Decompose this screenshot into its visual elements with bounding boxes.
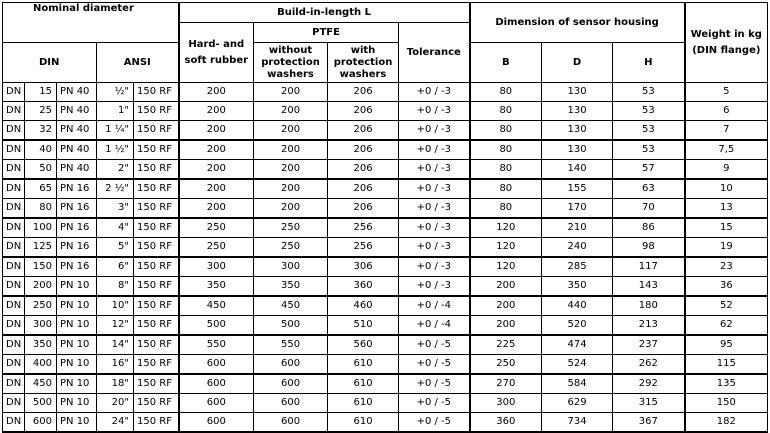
weight-header bbox=[685, 3, 768, 83]
cell-pressure: PN 10 bbox=[57, 394, 97, 413]
cell-ansi-class: 150 RF bbox=[134, 394, 179, 413]
cell-dim-h: 143 bbox=[613, 277, 685, 297]
cell-weight: 135 bbox=[685, 374, 768, 394]
cell-dim-d: 130 bbox=[542, 83, 613, 102]
cell-weight: 6 bbox=[685, 102, 768, 121]
cell-ansi-class: 150 RF bbox=[134, 179, 179, 199]
cell-length-ptfe-without: 600 bbox=[254, 413, 328, 433]
cell-ansi-size: 14" bbox=[97, 335, 134, 355]
cell-ansi-class: 150 RF bbox=[134, 257, 179, 277]
cell-ansi-size: 24" bbox=[97, 413, 134, 433]
cell-pressure: PN 16 bbox=[57, 257, 97, 277]
cell-dim-h: 117 bbox=[613, 257, 685, 277]
cell-tolerance: +0 / -3 bbox=[399, 179, 470, 199]
cell-dim-d: 734 bbox=[542, 413, 613, 433]
cell-length-ptfe-with: 510 bbox=[328, 316, 399, 336]
table-row bbox=[3, 413, 768, 433]
table-row bbox=[3, 199, 768, 219]
cell-length-ptfe-with: 306 bbox=[328, 257, 399, 277]
cell-dim-h: 98 bbox=[613, 238, 685, 258]
cell-dn-size: 250 bbox=[25, 296, 57, 316]
cell-ansi-class: 150 RF bbox=[134, 199, 179, 219]
cell-length-ptfe-without: 450 bbox=[254, 296, 328, 316]
cell-ansi-size: 2" bbox=[97, 160, 134, 180]
dimension-housing-header bbox=[470, 3, 685, 43]
cell-dn-size: 450 bbox=[25, 374, 57, 394]
cell-dn-size: 25 bbox=[25, 102, 57, 121]
cell-ansi-class: 150 RF bbox=[134, 374, 179, 394]
cell-ansi-size: 5" bbox=[97, 238, 134, 258]
cell-dn-size: 100 bbox=[25, 218, 57, 238]
cell-length-rubber: 250 bbox=[179, 238, 254, 258]
cell-length-rubber: 200 bbox=[179, 121, 254, 141]
cell-prefix: DN bbox=[3, 394, 25, 413]
cell-ansi-class: 150 RF bbox=[134, 355, 179, 375]
dimensions-table bbox=[2, 2, 768, 433]
cell-prefix: DN bbox=[3, 316, 25, 336]
table-row bbox=[3, 257, 768, 277]
cell-ansi-size: 20" bbox=[97, 394, 134, 413]
cell-length-ptfe-without: 600 bbox=[254, 374, 328, 394]
cell-dn-size: 600 bbox=[25, 413, 57, 433]
cell-length-rubber: 200 bbox=[179, 199, 254, 219]
cell-tolerance: +0 / -5 bbox=[399, 413, 470, 433]
cell-dim-b: 80 bbox=[470, 102, 542, 121]
cell-tolerance: +0 / -3 bbox=[399, 160, 470, 180]
cell-dn-size: 300 bbox=[25, 316, 57, 336]
cell-length-ptfe-with: 610 bbox=[328, 413, 399, 433]
hard-soft-rubber-label: Hard- and soft rubber bbox=[184, 38, 249, 66]
cell-dn-size: 65 bbox=[25, 179, 57, 199]
cell-dim-b: 200 bbox=[470, 277, 542, 297]
cell-pressure: PN 10 bbox=[57, 335, 97, 355]
cell-ansi-size: 1" bbox=[97, 102, 134, 121]
cell-weight: 13 bbox=[685, 199, 768, 219]
cell-prefix: DN bbox=[3, 413, 25, 433]
table-row bbox=[3, 102, 768, 121]
cell-length-ptfe-with: 460 bbox=[328, 296, 399, 316]
cell-length-rubber: 200 bbox=[179, 179, 254, 199]
cell-length-rubber: 600 bbox=[179, 355, 254, 375]
cell-length-ptfe-without: 600 bbox=[254, 355, 328, 375]
cell-length-ptfe-with: 256 bbox=[328, 218, 399, 238]
cell-prefix: DN bbox=[3, 277, 25, 297]
cell-dim-h: 53 bbox=[613, 121, 685, 141]
cell-length-rubber: 500 bbox=[179, 316, 254, 336]
cell-length-ptfe-with: 206 bbox=[328, 179, 399, 199]
cell-ansi-size: 10" bbox=[97, 296, 134, 316]
cell-dim-d: 285 bbox=[542, 257, 613, 277]
cell-length-ptfe-with: 560 bbox=[328, 335, 399, 355]
cell-dim-b: 300 bbox=[470, 394, 542, 413]
cell-ansi-class: 150 RF bbox=[134, 121, 179, 141]
cell-length-rubber: 300 bbox=[179, 257, 254, 277]
cell-pressure: PN 16 bbox=[57, 238, 97, 258]
cell-dim-h: 292 bbox=[613, 374, 685, 394]
cell-tolerance: +0 / -3 bbox=[399, 121, 470, 141]
cell-weight: 95 bbox=[685, 335, 768, 355]
cell-tolerance: +0 / -5 bbox=[399, 355, 470, 375]
cell-dim-b: 270 bbox=[470, 374, 542, 394]
cell-pressure: PN 10 bbox=[57, 296, 97, 316]
cell-length-ptfe-without: 350 bbox=[254, 277, 328, 297]
cell-dim-h: 53 bbox=[613, 102, 685, 121]
cell-weight: 52 bbox=[685, 296, 768, 316]
cell-dim-b: 200 bbox=[470, 316, 542, 336]
cell-ansi-size: 16" bbox=[97, 355, 134, 375]
tolerance-header: Tolerance bbox=[399, 23, 470, 83]
cell-weight: 62 bbox=[685, 316, 768, 336]
cell-ansi-size: 2 ½" bbox=[97, 179, 134, 199]
cell-weight: 9 bbox=[685, 160, 768, 180]
cell-length-rubber: 200 bbox=[179, 83, 254, 102]
table-row bbox=[3, 83, 768, 102]
table-row bbox=[3, 277, 768, 297]
cell-ansi-class: 150 RF bbox=[134, 160, 179, 180]
cell-dim-h: 180 bbox=[613, 296, 685, 316]
cell-dim-d: 350 bbox=[542, 277, 613, 297]
cell-dim-b: 80 bbox=[470, 140, 542, 160]
cell-ansi-size: 1 ¼" bbox=[97, 121, 134, 141]
cell-weight: 23 bbox=[685, 257, 768, 277]
cell-tolerance: +0 / -5 bbox=[399, 374, 470, 394]
table-row bbox=[3, 238, 768, 258]
without-washers-label: without protection washers bbox=[261, 44, 320, 80]
cell-prefix: DN bbox=[3, 257, 25, 277]
cell-weight: 182 bbox=[685, 413, 768, 433]
b-header: B bbox=[470, 43, 542, 83]
cell-dim-b: 80 bbox=[470, 179, 542, 199]
cell-dim-b: 120 bbox=[470, 238, 542, 258]
cell-length-ptfe-with: 206 bbox=[328, 140, 399, 160]
cell-length-ptfe-without: 200 bbox=[254, 83, 328, 102]
cell-length-ptfe-without: 600 bbox=[254, 394, 328, 413]
cell-dn-size: 125 bbox=[25, 238, 57, 258]
table-row bbox=[3, 394, 768, 413]
cell-prefix: DN bbox=[3, 218, 25, 238]
cell-dim-h: 237 bbox=[613, 335, 685, 355]
cell-dim-d: 130 bbox=[542, 140, 613, 160]
cell-length-ptfe-with: 610 bbox=[328, 374, 399, 394]
cell-length-rubber: 550 bbox=[179, 335, 254, 355]
cell-weight: 10 bbox=[685, 179, 768, 199]
table-row bbox=[3, 218, 768, 238]
cell-tolerance: +0 / -3 bbox=[399, 83, 470, 102]
cell-pressure: PN 10 bbox=[57, 277, 97, 297]
d-header: D bbox=[542, 43, 613, 83]
cell-length-rubber: 600 bbox=[179, 374, 254, 394]
cell-weight: 36 bbox=[685, 277, 768, 297]
cell-length-ptfe-without: 300 bbox=[254, 257, 328, 277]
cell-length-ptfe-with: 360 bbox=[328, 277, 399, 297]
cell-tolerance: +0 / -4 bbox=[399, 316, 470, 336]
table-row bbox=[3, 140, 768, 160]
h-header: H bbox=[613, 43, 685, 83]
cell-ansi-class: 150 RF bbox=[134, 413, 179, 433]
cell-pressure: PN 40 bbox=[57, 121, 97, 141]
cell-weight: 19 bbox=[685, 238, 768, 258]
cell-ansi-class: 150 RF bbox=[134, 335, 179, 355]
cell-length-rubber: 600 bbox=[179, 394, 254, 413]
cell-ansi-class: 150 RF bbox=[134, 140, 179, 160]
cell-tolerance: +0 / -5 bbox=[399, 335, 470, 355]
cell-prefix: DN bbox=[3, 238, 25, 258]
cell-weight: 150 bbox=[685, 394, 768, 413]
cell-pressure: PN 10 bbox=[57, 374, 97, 394]
cell-dn-size: 40 bbox=[25, 140, 57, 160]
cell-dn-size: 500 bbox=[25, 394, 57, 413]
weight-label: Weight in kg (DIN flange) bbox=[690, 28, 762, 56]
cell-pressure: PN 40 bbox=[57, 160, 97, 180]
cell-dim-b: 80 bbox=[470, 160, 542, 180]
cell-dn-size: 32 bbox=[25, 121, 57, 141]
cell-prefix: DN bbox=[3, 179, 25, 199]
cell-length-rubber: 200 bbox=[179, 140, 254, 160]
cell-dn-size: 200 bbox=[25, 277, 57, 297]
cell-tolerance: +0 / -4 bbox=[399, 296, 470, 316]
cell-dim-h: 63 bbox=[613, 179, 685, 199]
cell-dim-d: 629 bbox=[542, 394, 613, 413]
cell-dim-d: 130 bbox=[542, 102, 613, 121]
cell-ansi-class: 150 RF bbox=[134, 218, 179, 238]
cell-length-ptfe-with: 256 bbox=[328, 238, 399, 258]
cell-prefix: DN bbox=[3, 374, 25, 394]
cell-dim-d: 584 bbox=[542, 374, 613, 394]
build-in-length-header: Build-in-length L bbox=[179, 3, 470, 23]
cell-pressure: PN 16 bbox=[57, 179, 97, 199]
cell-dim-d: 474 bbox=[542, 335, 613, 355]
cell-dim-d: 520 bbox=[542, 316, 613, 336]
cell-prefix: DN bbox=[3, 335, 25, 355]
cell-dim-h: 70 bbox=[613, 199, 685, 219]
with-washers-label: with protection washers bbox=[333, 44, 393, 80]
cell-ansi-size: 4" bbox=[97, 218, 134, 238]
cell-prefix: DN bbox=[3, 355, 25, 375]
cell-ansi-size: 18" bbox=[97, 374, 134, 394]
cell-dim-h: 86 bbox=[613, 218, 685, 238]
cell-dim-h: 57 bbox=[613, 160, 685, 180]
cell-dim-h: 315 bbox=[613, 394, 685, 413]
cell-dim-b: 200 bbox=[470, 296, 542, 316]
cell-ansi-size: 6" bbox=[97, 257, 134, 277]
cell-ansi-size: ½" bbox=[97, 83, 134, 102]
cell-dim-d: 240 bbox=[542, 238, 613, 258]
cell-dim-b: 80 bbox=[470, 83, 542, 102]
cell-length-ptfe-with: 206 bbox=[328, 102, 399, 121]
cell-pressure: PN 40 bbox=[57, 83, 97, 102]
cell-length-rubber: 250 bbox=[179, 218, 254, 238]
table-row bbox=[3, 121, 768, 141]
cell-length-ptfe-without: 200 bbox=[254, 102, 328, 121]
cell-dim-d: 140 bbox=[542, 160, 613, 180]
cell-dim-d: 155 bbox=[542, 179, 613, 199]
cell-ansi-size: 12" bbox=[97, 316, 134, 336]
cell-ansi-class: 150 RF bbox=[134, 296, 179, 316]
cell-pressure: PN 16 bbox=[57, 218, 97, 238]
cell-prefix: DN bbox=[3, 83, 25, 102]
cell-dim-b: 120 bbox=[470, 257, 542, 277]
cell-ansi-class: 150 RF bbox=[134, 83, 179, 102]
cell-tolerance: +0 / -3 bbox=[399, 102, 470, 121]
table-row bbox=[3, 179, 768, 199]
cell-weight: 7 bbox=[685, 121, 768, 141]
cell-pressure: PN 40 bbox=[57, 140, 97, 160]
cell-length-ptfe-with: 610 bbox=[328, 394, 399, 413]
cell-dim-d: 170 bbox=[542, 199, 613, 219]
cell-prefix: DN bbox=[3, 121, 25, 141]
cell-length-ptfe-with: 206 bbox=[328, 160, 399, 180]
table-row bbox=[3, 316, 768, 336]
table-row bbox=[3, 374, 768, 394]
cell-dim-h: 53 bbox=[613, 83, 685, 102]
table-row bbox=[3, 335, 768, 355]
nominal-diameter-header: Nominal diameter bbox=[3, 3, 179, 43]
cell-length-ptfe-without: 500 bbox=[254, 316, 328, 336]
cell-weight: 7,5 bbox=[685, 140, 768, 160]
cell-dim-d: 524 bbox=[542, 355, 613, 375]
cell-dn-size: 50 bbox=[25, 160, 57, 180]
cell-dim-b: 80 bbox=[470, 199, 542, 219]
cell-length-rubber: 350 bbox=[179, 277, 254, 297]
cell-pressure: PN 16 bbox=[57, 199, 97, 219]
cell-length-rubber: 450 bbox=[179, 296, 254, 316]
cell-dim-h: 367 bbox=[613, 413, 685, 433]
hard-soft-rubber-header bbox=[179, 23, 254, 83]
cell-prefix: DN bbox=[3, 102, 25, 121]
cell-prefix: DN bbox=[3, 296, 25, 316]
cell-ansi-size: 8" bbox=[97, 277, 134, 297]
cell-ansi-class: 150 RF bbox=[134, 316, 179, 336]
table-row bbox=[3, 160, 768, 180]
cell-dn-size: 350 bbox=[25, 335, 57, 355]
cell-length-ptfe-without: 200 bbox=[254, 199, 328, 219]
cell-dim-b: 120 bbox=[470, 218, 542, 238]
cell-tolerance: +0 / -3 bbox=[399, 199, 470, 219]
cell-length-ptfe-with: 206 bbox=[328, 199, 399, 219]
with-washers-header bbox=[328, 43, 399, 83]
cell-length-ptfe-without: 200 bbox=[254, 160, 328, 180]
ptfe-header: PTFE bbox=[254, 23, 399, 43]
table-body bbox=[3, 83, 768, 433]
cell-length-ptfe-without: 200 bbox=[254, 179, 328, 199]
cell-weight: 115 bbox=[685, 355, 768, 375]
cell-dim-b: 250 bbox=[470, 355, 542, 375]
cell-dim-h: 262 bbox=[613, 355, 685, 375]
cell-tolerance: +0 / -3 bbox=[399, 257, 470, 277]
cell-pressure: PN 10 bbox=[57, 355, 97, 375]
cell-length-ptfe-without: 250 bbox=[254, 218, 328, 238]
cell-dim-d: 210 bbox=[542, 218, 613, 238]
cell-weight: 15 bbox=[685, 218, 768, 238]
cell-dim-b: 80 bbox=[470, 121, 542, 141]
cell-dn-size: 400 bbox=[25, 355, 57, 375]
cell-ansi-size: 1 ½" bbox=[97, 140, 134, 160]
cell-length-ptfe-with: 206 bbox=[328, 121, 399, 141]
cell-tolerance: +0 / -3 bbox=[399, 218, 470, 238]
cell-tolerance: +0 / -3 bbox=[399, 140, 470, 160]
cell-dim-d: 130 bbox=[542, 121, 613, 141]
cell-length-rubber: 200 bbox=[179, 160, 254, 180]
table-row bbox=[3, 355, 768, 375]
table-row bbox=[3, 296, 768, 316]
cell-prefix: DN bbox=[3, 160, 25, 180]
cell-dim-h: 53 bbox=[613, 140, 685, 160]
cell-ansi-class: 150 RF bbox=[134, 238, 179, 258]
dimension-housing-label: Dimension of sensor housing bbox=[495, 16, 659, 28]
cell-length-ptfe-with: 206 bbox=[328, 83, 399, 102]
cell-tolerance: +0 / -5 bbox=[399, 394, 470, 413]
cell-length-ptfe-without: 200 bbox=[254, 140, 328, 160]
without-washers-header bbox=[254, 43, 328, 83]
din-header: DIN bbox=[3, 43, 97, 83]
cell-ansi-class: 150 RF bbox=[134, 102, 179, 121]
cell-length-ptfe-without: 550 bbox=[254, 335, 328, 355]
cell-length-ptfe-without: 200 bbox=[254, 121, 328, 141]
cell-length-ptfe-without: 250 bbox=[254, 238, 328, 258]
cell-length-rubber: 200 bbox=[179, 102, 254, 121]
cell-dn-size: 15 bbox=[25, 83, 57, 102]
cell-dim-b: 360 bbox=[470, 413, 542, 433]
cell-weight: 5 bbox=[685, 83, 768, 102]
cell-dim-b: 225 bbox=[470, 335, 542, 355]
cell-pressure: PN 10 bbox=[57, 316, 97, 336]
cell-tolerance: +0 / -3 bbox=[399, 277, 470, 297]
cell-tolerance: +0 / -3 bbox=[399, 238, 470, 258]
cell-length-ptfe-with: 610 bbox=[328, 355, 399, 375]
cell-pressure: PN 40 bbox=[57, 102, 97, 121]
cell-prefix: DN bbox=[3, 140, 25, 160]
cell-pressure: PN 10 bbox=[57, 413, 97, 433]
cell-length-rubber: 600 bbox=[179, 413, 254, 433]
cell-dn-size: 150 bbox=[25, 257, 57, 277]
cell-ansi-size: 3" bbox=[97, 199, 134, 219]
cell-dim-d: 440 bbox=[542, 296, 613, 316]
cell-dim-h: 213 bbox=[613, 316, 685, 336]
cell-ansi-class: 150 RF bbox=[134, 277, 179, 297]
cell-dn-size: 80 bbox=[25, 199, 57, 219]
ansi-header: ANSI bbox=[97, 43, 179, 83]
cell-prefix: DN bbox=[3, 199, 25, 219]
